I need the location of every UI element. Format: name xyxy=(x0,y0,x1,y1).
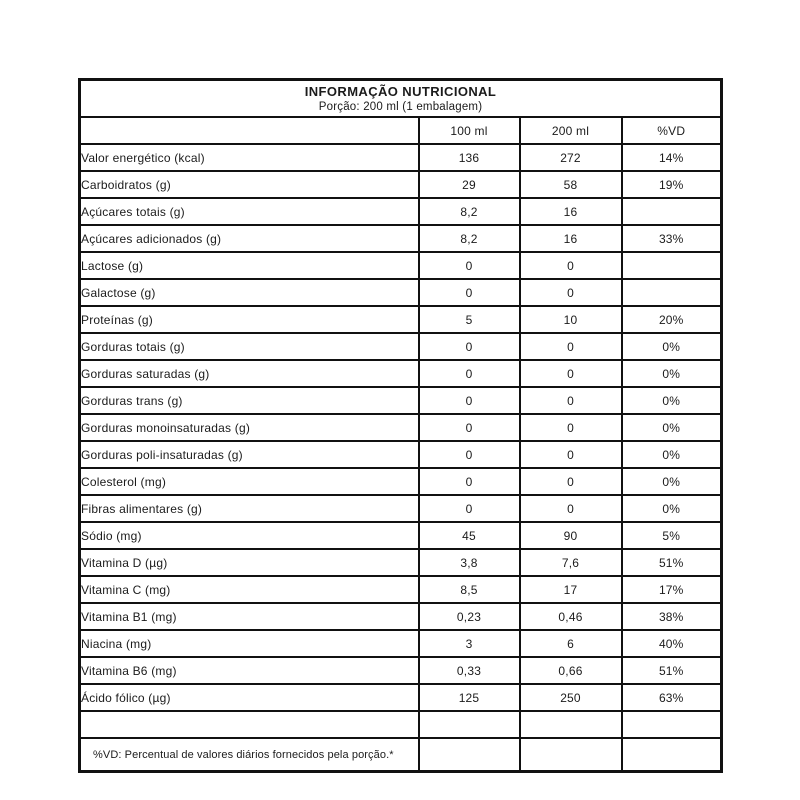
value-100ml: 8,2 xyxy=(419,225,520,252)
footnote-text: %VD: Percentual de valores diários fornecidos pela porção.* xyxy=(80,738,419,772)
nutrient-label: Gorduras monoinsaturadas (g) xyxy=(80,414,419,441)
nutrient-row xyxy=(80,279,722,306)
nutrient-label: Colesterol (mg) xyxy=(80,468,419,495)
nutrient-row xyxy=(80,252,722,279)
nutrient-row xyxy=(80,549,722,576)
value-pct-vd: 17% xyxy=(622,576,722,603)
value-100ml: 8,2 xyxy=(419,198,520,225)
value-pct-vd: 0% xyxy=(622,468,722,495)
nutrient-label: Galactose (g) xyxy=(80,279,419,306)
value-pct-vd: 5% xyxy=(622,522,722,549)
nutrient-label: Vitamina B6 (mg) xyxy=(80,657,419,684)
nutrient-row xyxy=(80,603,722,630)
value-100ml: 45 xyxy=(419,522,520,549)
nutrient-label: Ácido fólico (µg) xyxy=(80,684,419,711)
nutrient-label: Niacina (mg) xyxy=(80,630,419,657)
value-100ml: 29 xyxy=(419,171,520,198)
nutrient-row xyxy=(80,657,722,684)
nutrient-label: Sódio (mg) xyxy=(80,522,419,549)
value-200ml: 0 xyxy=(520,441,622,468)
nutrient-row xyxy=(80,225,722,252)
value-200ml: 16 xyxy=(520,225,622,252)
nutrient-label: Proteínas (g) xyxy=(80,306,419,333)
nutrient-row xyxy=(80,522,722,549)
value-100ml: 0,23 xyxy=(419,603,520,630)
nutrient-label xyxy=(80,711,419,738)
footnote-row xyxy=(80,738,722,772)
value-100ml: 0 xyxy=(419,387,520,414)
column-header-pct-vd: %VD xyxy=(622,117,722,144)
nutrient-row xyxy=(80,495,722,522)
nutrient-row xyxy=(80,360,722,387)
value-200ml: 10 xyxy=(520,306,622,333)
value-100ml: 0 xyxy=(419,468,520,495)
nutrient-label: Açúcares adicionados (g) xyxy=(80,225,419,252)
value-200ml: 0 xyxy=(520,468,622,495)
value-200ml: 90 xyxy=(520,522,622,549)
value-200ml: 0 xyxy=(520,387,622,414)
nutrient-label: Vitamina B1 (mg) xyxy=(80,603,419,630)
value-100ml: 8,5 xyxy=(419,576,520,603)
value-pct-vd: 0% xyxy=(622,495,722,522)
value-pct-vd: 51% xyxy=(622,549,722,576)
value-100ml xyxy=(419,711,520,738)
nutrient-label: Gorduras saturadas (g) xyxy=(80,360,419,387)
nutrient-label: Vitamina D (µg) xyxy=(80,549,419,576)
column-header-row xyxy=(80,117,722,144)
value-pct-vd: 40% xyxy=(622,630,722,657)
nutrient-row xyxy=(80,144,722,171)
spacer-row xyxy=(80,711,722,738)
nutrient-label: Gorduras poli-insaturadas (g) xyxy=(80,441,419,468)
value-100ml: 0 xyxy=(419,495,520,522)
value-200ml: 0 xyxy=(520,279,622,306)
value-pct-vd xyxy=(622,198,722,225)
value-200ml xyxy=(520,711,622,738)
value-100ml: 0 xyxy=(419,252,520,279)
title-row xyxy=(80,80,722,118)
value-pct-vd xyxy=(622,252,722,279)
nutrient-label: Vitamina C (mg) xyxy=(80,576,419,603)
nutrient-row xyxy=(80,414,722,441)
value-pct-vd: 63% xyxy=(622,684,722,711)
value-100ml: 0 xyxy=(419,333,520,360)
value-pct-vd: 33% xyxy=(622,225,722,252)
value-pct-vd: 0% xyxy=(622,387,722,414)
value-100ml: 136 xyxy=(419,144,520,171)
column-header-200ml: 200 ml xyxy=(520,117,622,144)
value-100ml: 0 xyxy=(419,441,520,468)
value-200ml: 58 xyxy=(520,171,622,198)
value-200ml: 0,66 xyxy=(520,657,622,684)
value-pct-vd: 0% xyxy=(622,414,722,441)
value-100ml: 0,33 xyxy=(419,657,520,684)
value-pct-vd: 0% xyxy=(622,441,722,468)
value-100ml: 3,8 xyxy=(419,549,520,576)
nutrient-row xyxy=(80,306,722,333)
nutrient-row xyxy=(80,198,722,225)
value-pct-vd: 51% xyxy=(622,657,722,684)
value-100ml: 0 xyxy=(419,360,520,387)
nutrient-row xyxy=(80,630,722,657)
value-100ml: 3 xyxy=(419,630,520,657)
value-200ml: 250 xyxy=(520,684,622,711)
value-100ml: 5 xyxy=(419,306,520,333)
value-pct-vd xyxy=(622,711,722,738)
value-200ml: 0,46 xyxy=(520,603,622,630)
title-cell xyxy=(80,80,722,118)
footnote-blank-100ml xyxy=(419,738,520,772)
value-200ml: 0 xyxy=(520,333,622,360)
value-pct-vd: 0% xyxy=(622,360,722,387)
nutrient-label: Gorduras trans (g) xyxy=(80,387,419,414)
nutrient-label: Lactose (g) xyxy=(80,252,419,279)
value-100ml: 125 xyxy=(419,684,520,711)
value-200ml: 6 xyxy=(520,630,622,657)
nutrient-label: Açúcares totais (g) xyxy=(80,198,419,225)
column-header-100ml: 100 ml xyxy=(419,117,520,144)
nutrient-label: Gorduras totais (g) xyxy=(80,333,419,360)
value-200ml: 7,6 xyxy=(520,549,622,576)
table-title: INFORMAÇÃO NUTRICIONAL xyxy=(304,83,497,99)
nutrition-facts-table xyxy=(78,78,723,773)
value-200ml: 16 xyxy=(520,198,622,225)
value-pct-vd xyxy=(622,279,722,306)
value-200ml: 272 xyxy=(520,144,622,171)
nutrient-row xyxy=(80,333,722,360)
nutrient-label: Carboidratos (g) xyxy=(80,171,419,198)
nutrient-row xyxy=(80,468,722,495)
column-header-blank xyxy=(80,117,419,144)
nutrient-row xyxy=(80,441,722,468)
table-subtitle: Porção: 200 ml (1 embalagem) xyxy=(318,100,483,113)
nutrient-label: Valor energético (kcal) xyxy=(80,144,419,171)
value-200ml: 0 xyxy=(520,414,622,441)
nutrient-label: Fibras alimentares (g) xyxy=(80,495,419,522)
value-pct-vd: 38% xyxy=(622,603,722,630)
nutrient-row xyxy=(80,171,722,198)
value-pct-vd: 14% xyxy=(622,144,722,171)
nutrient-row xyxy=(80,576,722,603)
value-pct-vd: 0% xyxy=(622,333,722,360)
value-200ml: 0 xyxy=(520,495,622,522)
value-200ml: 17 xyxy=(520,576,622,603)
nutrient-row xyxy=(80,387,722,414)
value-200ml: 0 xyxy=(520,252,622,279)
value-200ml: 0 xyxy=(520,360,622,387)
footnote-blank-vd xyxy=(622,738,722,772)
value-pct-vd: 19% xyxy=(622,171,722,198)
value-100ml: 0 xyxy=(419,279,520,306)
footnote-blank-200ml xyxy=(520,738,622,772)
value-100ml: 0 xyxy=(419,414,520,441)
value-pct-vd: 20% xyxy=(622,306,722,333)
nutrient-row xyxy=(80,684,722,711)
